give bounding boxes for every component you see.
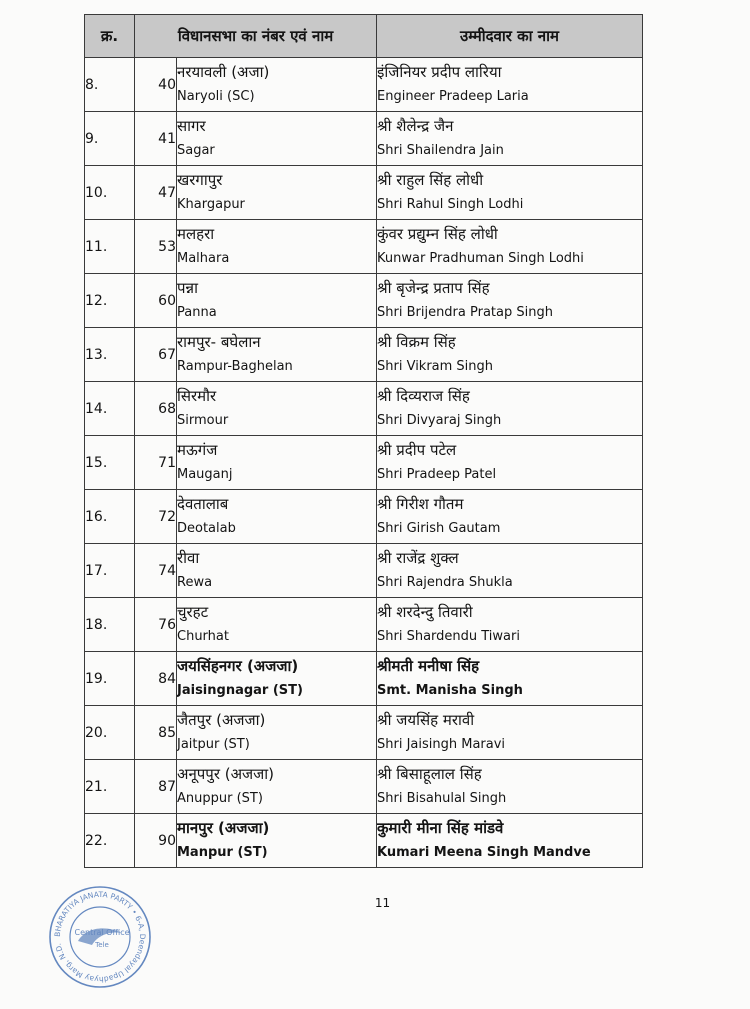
serial-number: 21. xyxy=(85,760,135,814)
candidate-name-english: Engineer Pradeep Laria xyxy=(377,89,529,104)
constituency-cell xyxy=(177,706,377,760)
constituency-name-hindi: जयसिंहनगर (अजजा) xyxy=(177,657,299,675)
candidate-name-english: Shri Pradeep Patel xyxy=(377,467,497,482)
seal-inner-ring xyxy=(70,907,130,967)
constituency-number: 87 xyxy=(135,760,177,814)
table-row xyxy=(85,490,643,544)
candidate-name-english: Shri Brijendra Pratap Singh xyxy=(377,305,553,320)
constituency-name-english: Malhara xyxy=(177,251,230,266)
serial-number: 11. xyxy=(85,220,135,274)
constituency-number: 84 xyxy=(135,652,177,706)
candidate-table xyxy=(84,14,643,868)
constituency-cell xyxy=(177,490,377,544)
candidate-cell xyxy=(377,760,643,814)
constituency-name-english: Rewa xyxy=(177,575,213,590)
candidate-name-english: Smt. Manisha Singh xyxy=(377,683,523,698)
constituency-name-english: Anuppur (ST) xyxy=(177,791,263,806)
candidate-name-english: Shri Bisahulal Singh xyxy=(377,791,507,806)
candidate-cell xyxy=(377,58,643,112)
candidate-cell xyxy=(377,598,643,652)
constituency-cell xyxy=(177,814,377,868)
constituency-name-hindi: पन्ना xyxy=(177,279,198,297)
constituency-number: 71 xyxy=(135,436,177,490)
table-body xyxy=(85,58,643,868)
candidate-name-hindi: श्री बिसाहूलाल सिंह xyxy=(377,765,482,783)
table-row xyxy=(85,166,643,220)
candidate-cell xyxy=(377,112,643,166)
constituency-cell xyxy=(177,112,377,166)
constituency-cell xyxy=(177,166,377,220)
constituency-cell xyxy=(177,274,377,328)
table-row xyxy=(85,544,643,598)
serial-number: 8. xyxy=(85,58,135,112)
serial-number: 18. xyxy=(85,598,135,652)
header-serial: क्र. xyxy=(85,15,135,58)
candidate-cell xyxy=(377,490,643,544)
serial-number: 14. xyxy=(85,382,135,436)
constituency-name-english: Manpur (ST) xyxy=(177,845,268,860)
constituency-name-english: Deotalab xyxy=(177,521,236,536)
seal-ring-text: BHARATIYA JANATA PARTY • 6-A, Deendayal Upadhyay Marg, N.D. xyxy=(52,889,148,985)
candidate-cell xyxy=(377,328,643,382)
candidate-name-english: Shri Shardendu Tiwari xyxy=(377,629,520,644)
candidate-name-hindi: श्री शैलेन्द्र जैन xyxy=(377,117,454,135)
constituency-cell xyxy=(177,436,377,490)
constituency-cell xyxy=(177,598,377,652)
candidate-name-hindi: श्री शरदेन्दु तिवारी xyxy=(377,603,473,621)
constituency-number: 60 xyxy=(135,274,177,328)
candidate-name-hindi: कुमारी मीना सिंह मांडवे xyxy=(377,819,504,837)
candidate-name-hindi: कुंवर प्रद्युम्न सिंह लोधी xyxy=(377,225,498,243)
header-constituency: विधानसभा का नंबर एवं नाम xyxy=(135,15,377,58)
constituency-name-english: Rampur-Baghelan xyxy=(177,359,293,374)
table-row xyxy=(85,436,643,490)
table-row xyxy=(85,814,643,868)
constituency-name-english: Naryoli (SC) xyxy=(177,89,255,104)
table-row xyxy=(85,220,643,274)
serial-number: 9. xyxy=(85,112,135,166)
candidate-name-hindi: श्री दिव्यराज सिंह xyxy=(377,387,470,405)
table-row xyxy=(85,328,643,382)
constituency-name-english: Khargapur xyxy=(177,197,245,212)
candidate-name-english: Shri Girish Gautam xyxy=(377,521,501,536)
constituency-cell xyxy=(177,58,377,112)
constituency-name-hindi: रीवा xyxy=(177,549,200,567)
candidate-cell xyxy=(377,544,643,598)
candidate-cell xyxy=(377,436,643,490)
constituency-name-english: Panna xyxy=(177,305,217,320)
constituency-number: 72 xyxy=(135,490,177,544)
constituency-cell xyxy=(177,652,377,706)
candidate-cell xyxy=(377,274,643,328)
candidate-name-english: Kunwar Pradhuman Singh Lodhi xyxy=(377,251,584,266)
seal-outer-ring xyxy=(50,887,150,987)
constituency-number: 85 xyxy=(135,706,177,760)
header-candidate: उम्मीदवार का नाम xyxy=(377,15,643,58)
table-row xyxy=(85,760,643,814)
table-row xyxy=(85,382,643,436)
constituency-name-hindi: चुरहट xyxy=(177,603,209,621)
constituency-number: 68 xyxy=(135,382,177,436)
candidate-name-hindi: श्री बृजेन्द्र प्रताप सिंह xyxy=(377,279,490,297)
constituency-name-english: Jaisingnagar (ST) xyxy=(177,683,303,698)
constituency-number: 47 xyxy=(135,166,177,220)
constituency-number: 74 xyxy=(135,544,177,598)
table-row xyxy=(85,652,643,706)
constituency-name-english: Sagar xyxy=(177,143,215,158)
candidate-name-english: Shri Shailendra Jain xyxy=(377,143,504,158)
candidate-name-english: Kumari Meena Singh Mandve xyxy=(377,845,591,860)
serial-number: 20. xyxy=(85,706,135,760)
constituency-name-hindi: नरयावली (अजा) xyxy=(177,63,270,81)
candidate-cell xyxy=(377,382,643,436)
constituency-cell xyxy=(177,328,377,382)
candidate-name-english: Shri Rahul Singh Lodhi xyxy=(377,197,524,212)
constituency-name-hindi: रामपुर- बघेलान xyxy=(177,333,261,351)
candidate-name-hindi: श्री जयसिंह मरावी xyxy=(377,711,475,729)
candidate-name-english: Shri Divyaraj Singh xyxy=(377,413,502,428)
seal-center-line2: Tele xyxy=(95,941,109,949)
seal-center-line1: Central Office xyxy=(74,928,130,937)
candidate-name-hindi: श्री राजेंद्र शुक्ल xyxy=(377,549,459,567)
constituency-number: 67 xyxy=(135,328,177,382)
candidate-name-hindi: इंजिनियर प्रदीप लारिया xyxy=(377,63,502,81)
constituency-name-hindi: सागर xyxy=(177,117,206,135)
constituency-name-english: Churhat xyxy=(177,629,229,644)
serial-number: 12. xyxy=(85,274,135,328)
constituency-name-hindi: सिरमौर xyxy=(177,387,217,405)
constituency-name-hindi: अनूपपुर (अजजा) xyxy=(177,765,275,783)
constituency-name-hindi: मऊगंज xyxy=(177,441,218,459)
party-office-seal xyxy=(48,885,152,989)
constituency-name-english: Sirmour xyxy=(177,413,229,428)
constituency-name-hindi: मलहरा xyxy=(177,225,215,243)
constituency-name-english: Jaitpur (ST) xyxy=(177,737,250,752)
candidate-name-english: Shri Rajendra Shukla xyxy=(377,575,513,590)
candidate-name-hindi: श्रीमती मनीषा सिंह xyxy=(377,657,480,675)
candidate-cell xyxy=(377,220,643,274)
table-row xyxy=(85,112,643,166)
candidate-name-english: Shri Vikram Singh xyxy=(377,359,494,374)
candidate-cell xyxy=(377,166,643,220)
serial-number: 22. xyxy=(85,814,135,868)
serial-number: 10. xyxy=(85,166,135,220)
candidate-cell xyxy=(377,652,643,706)
table-row xyxy=(85,706,643,760)
constituency-name-hindi: देवतालाब xyxy=(177,495,229,513)
serial-number: 17. xyxy=(85,544,135,598)
candidate-name-hindi: श्री विक्रम सिंह xyxy=(377,333,456,351)
table-row xyxy=(85,598,643,652)
candidate-name-hindi: श्री राहुल सिंह लोधी xyxy=(377,171,484,189)
constituency-number: 40 xyxy=(135,58,177,112)
candidate-name-hindi: श्री प्रदीप पटेल xyxy=(377,441,457,459)
constituency-name-hindi: खरगापुर xyxy=(177,171,223,189)
constituency-name-hindi: मानपुर (अजजा) xyxy=(177,819,270,837)
constituency-number: 41 xyxy=(135,112,177,166)
constituency-cell xyxy=(177,382,377,436)
serial-number: 15. xyxy=(85,436,135,490)
constituency-number: 90 xyxy=(135,814,177,868)
candidate-cell xyxy=(377,706,643,760)
table-header xyxy=(85,15,643,58)
constituency-number: 76 xyxy=(135,598,177,652)
serial-number: 16. xyxy=(85,490,135,544)
serial-number: 13. xyxy=(85,328,135,382)
serial-number: 19. xyxy=(85,652,135,706)
constituency-name-hindi: जैतपुर (अजजा) xyxy=(177,711,266,729)
constituency-cell xyxy=(177,760,377,814)
candidate-name-hindi: श्री गिरीश गौतम xyxy=(377,495,464,513)
table-row xyxy=(85,58,643,112)
constituency-number: 53 xyxy=(135,220,177,274)
constituency-cell xyxy=(177,220,377,274)
candidate-name-english: Shri Jaisingh Maravi xyxy=(377,737,506,752)
constituency-cell xyxy=(177,544,377,598)
table-row xyxy=(85,274,643,328)
page-number: 11 xyxy=(374,896,391,910)
candidate-cell xyxy=(377,814,643,868)
constituency-name-english: Mauganj xyxy=(177,467,233,482)
